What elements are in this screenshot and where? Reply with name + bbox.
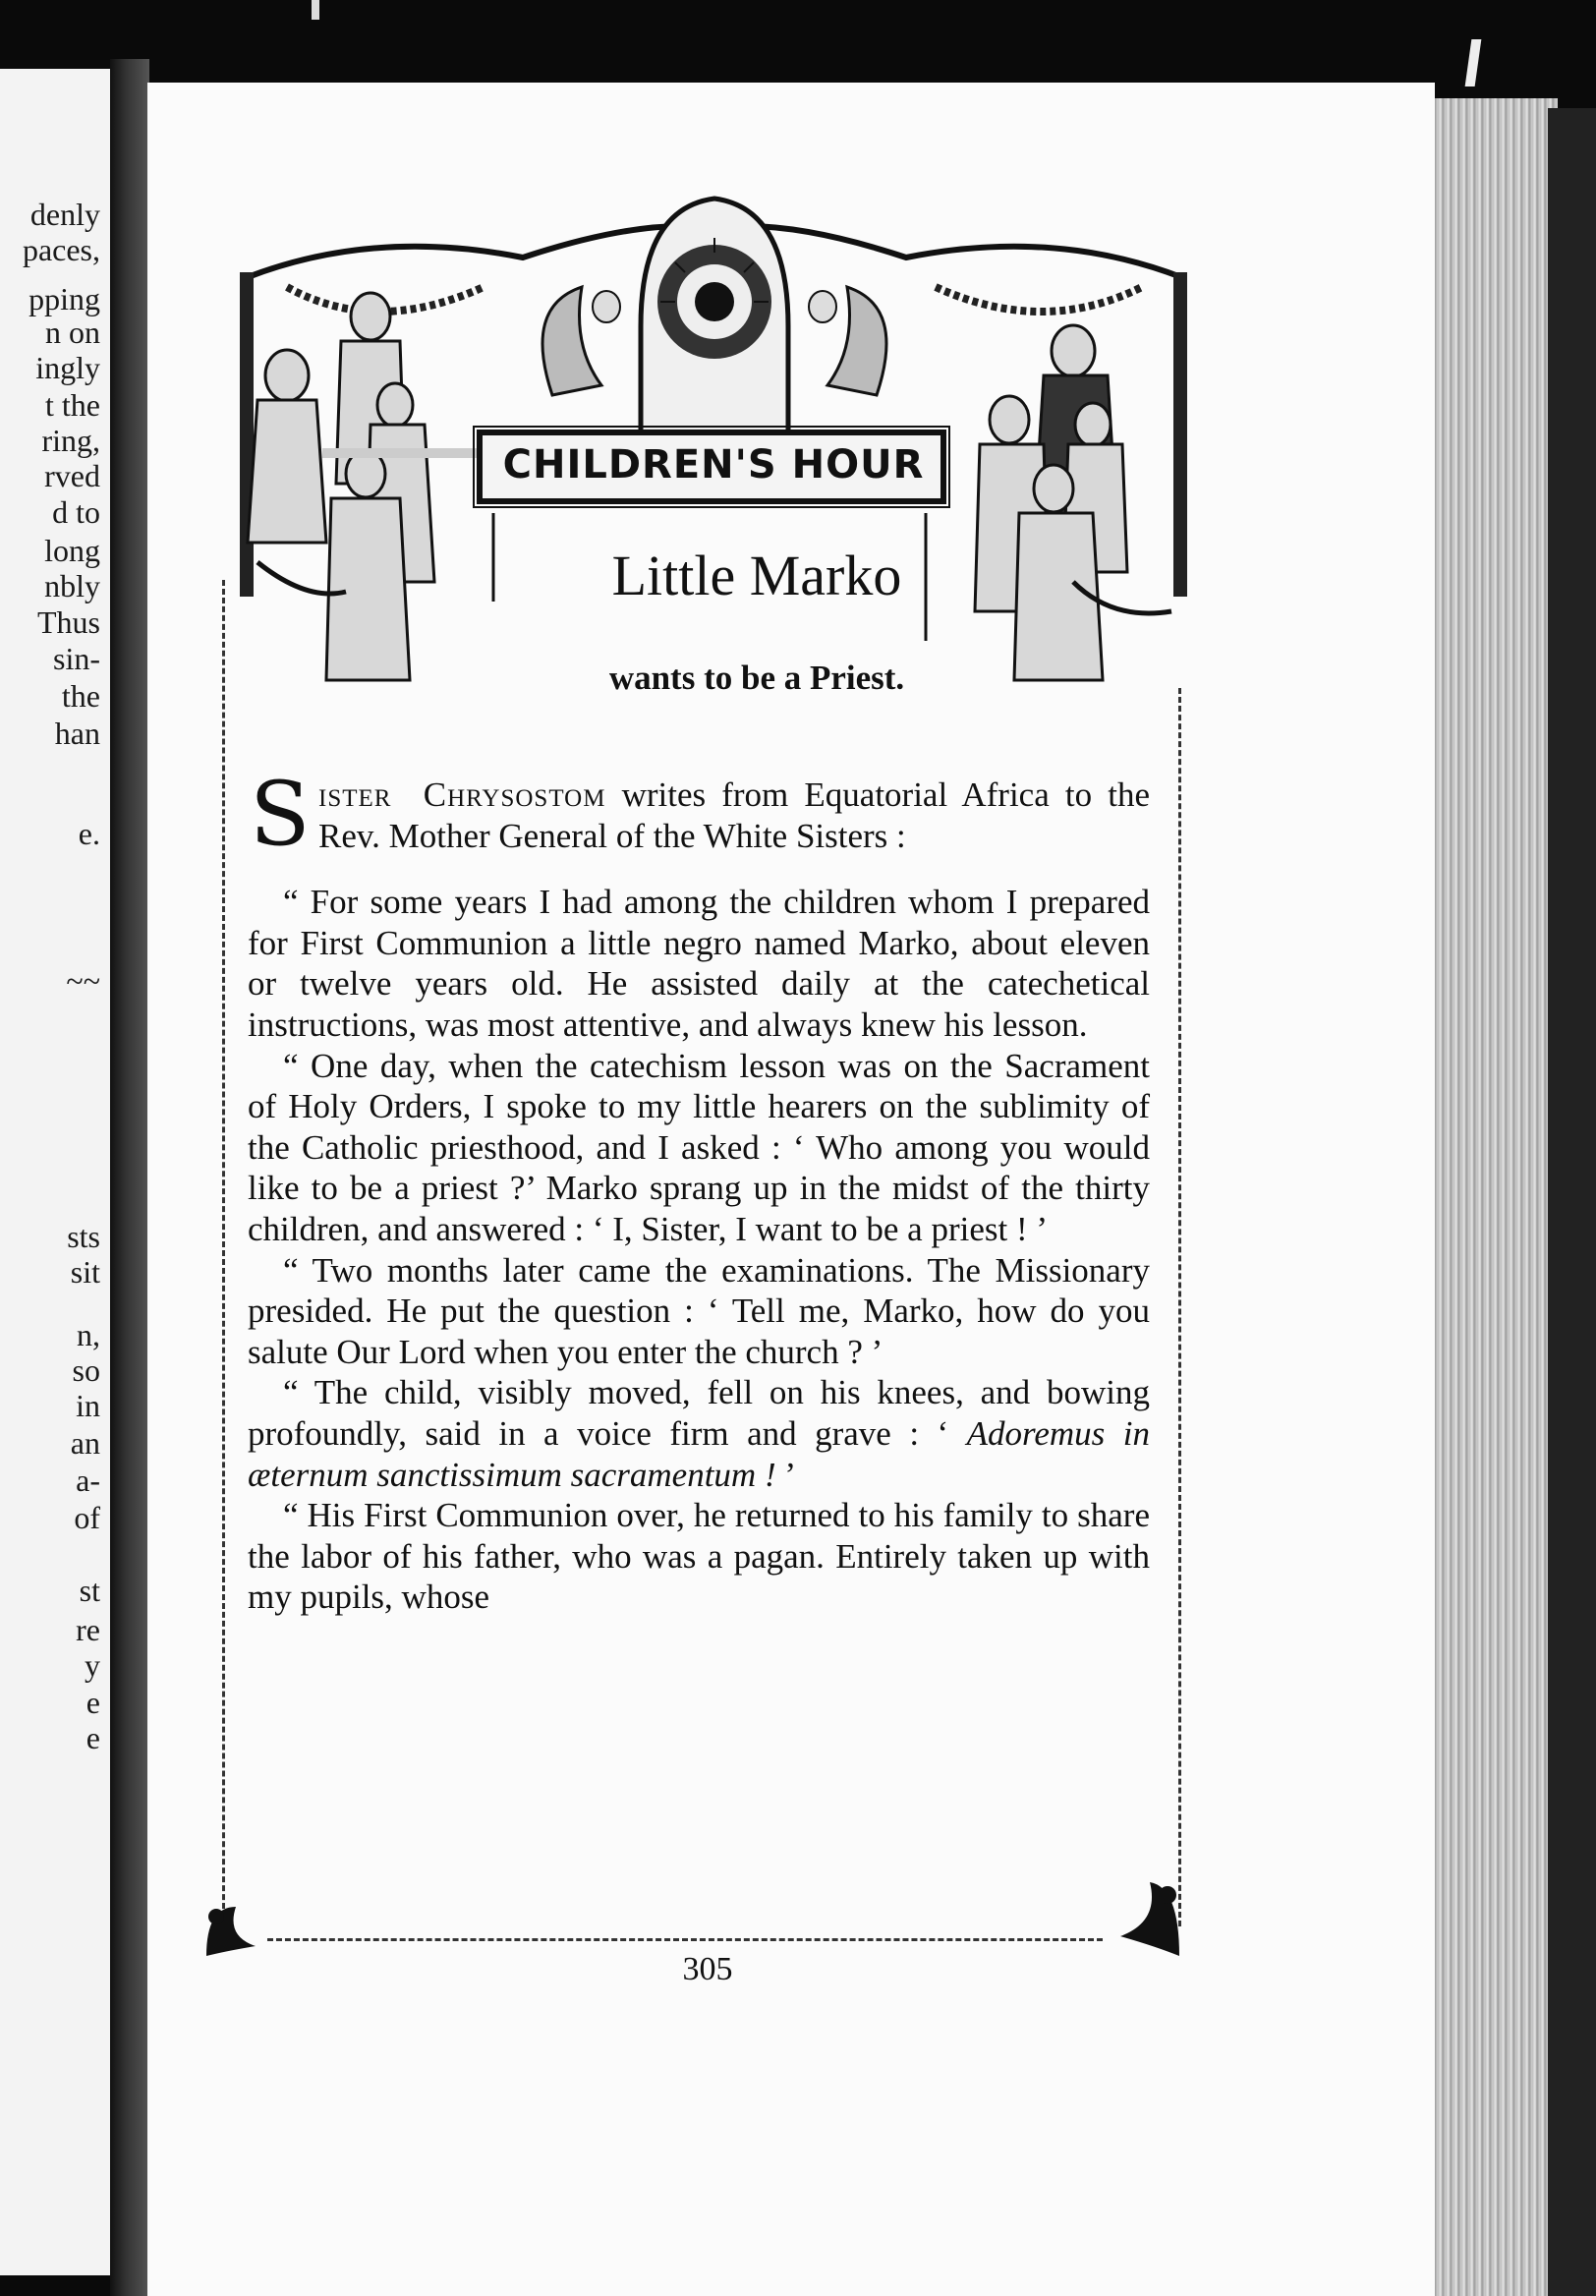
left-page-text-fragment: denly [29,197,100,232]
dashed-border-left [222,580,225,1926]
corner-ornament-left [197,1897,275,1966]
left-page-text-fragment: long [44,533,100,568]
left-page-text-fragment: d to [52,494,100,530]
left-page-text-fragment: so [72,1352,100,1388]
left-page-text-fragment: e [86,1685,100,1720]
book-gutter [110,59,149,2296]
left-page-text-fragment: sin- [53,641,100,676]
left-page-text-fragment: ~~ [66,963,100,999]
left-page-text-fragment: paces, [22,232,100,267]
paragraph-lead: “ The child, visibly moved, fell on his knees, and bowing profoundly, said in a voice firm and grave : ‘ [248,1373,1150,1453]
left-page-text-fragment: n, [77,1317,100,1352]
paragraph [248,1372,1150,1495]
left-page-text-fragment: t the [45,387,100,423]
section-banner-label: CHILDREN'S HOUR [502,442,925,488]
left-page-text-fragment: an [70,1425,100,1461]
paragraph-tail: ’ [775,1455,797,1494]
left-page-text-fragment: of [74,1500,100,1535]
left-page-text-fragment: a- [76,1463,100,1498]
left-page-text-fragment: rved [44,458,100,493]
book-cover-edge [1548,108,1596,2296]
left-page-text-fragment: sit [70,1254,100,1290]
article-subtitle: wants to be a Priest. [608,659,905,697]
left-page-text-fragment: Thus [37,604,100,640]
opening-text: writes from Equatorial Africa to the Rev. Mother General of the White Sisters : [318,775,1150,855]
dashed-border-right [1178,688,1181,1926]
left-page-text-fragment: n on [45,315,100,350]
left-page-text-fragment: the [61,678,100,714]
left-page-text-fragment: in [76,1388,100,1423]
small-caps-word: ister [318,775,392,814]
corner-ornament-right [1101,1867,1189,1966]
left-page-text-fragment: nbly [44,568,100,603]
paragraph: “ For some years I had among the children whom I prepared for First Communion a little negro named Marko, about eleven or twelve years old. He assisted daily at the catechetical instructions, was most attentive, and always knew his lesson. [248,883,1150,1044]
left-page-text-fragment: ring, [41,423,100,458]
article-body [248,763,1150,1618]
scan-artifact [312,0,319,20]
left-page-text-fragment: han [54,716,100,751]
left-page-text-fragment: e [86,1720,100,1755]
left-page-text-fragment: re [76,1612,100,1647]
page-number: 305 [682,1951,733,1987]
page-edges [1430,98,1558,2296]
left-page-fragment [0,69,110,2275]
left-page-text-fragment: st [79,1573,100,1608]
left-page-text-fragment: pping [28,281,100,316]
left-page-text-fragment: sts [67,1219,100,1254]
opening-paragraph [248,763,1150,866]
paragraph: “ Two months later came the examinations. The Missionary presided. He put the question : ‘ Tell me, Marko, how do you salute Our Lord when you enter the church ? ’ [248,1250,1150,1371]
drop-cap: S [250,763,311,866]
paragraph: “ One day, when the catechism lesson was on the Sacrament of Holy Orders, I spoke to my little hearers on the sublimity of the Catholic priesthood, and I asked : ‘ Who among you would like to be a priest ?’ Marko sprang up in the midst of the thirty children, and answered : ‘ I, Sister, I want to be a priest ! ’ [248,1046,1150,1248]
author-name: Chrysostom [423,775,606,814]
header-illustration [228,189,1201,719]
dashed-border-bottom [267,1938,1103,1941]
latin-quote: Adoremus in æternum sanctissimum sacramentum ! [248,1413,1150,1494]
paragraph: “ His First Communion over, he returned to his family to share the labor of his father, who was a pagan. Entirely taken up with my pupils, whose [248,1496,1150,1617]
left-page-text-fragment: y [85,1647,100,1683]
left-page-text-fragment: ingly [35,350,100,385]
left-page-text-fragment: e. [78,816,100,851]
article-title: Little Marko [611,544,902,607]
